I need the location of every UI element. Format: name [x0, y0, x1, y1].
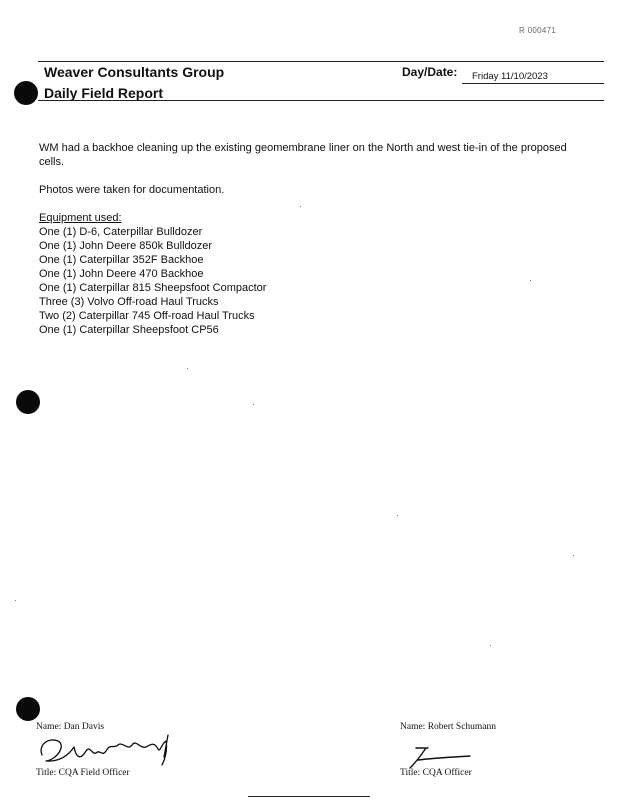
equipment-item: One (1) John Deere 470 Backhoe: [39, 268, 204, 280]
page-id: R 000471: [519, 26, 557, 35]
scan-speck: [573, 555, 574, 556]
scan-speck: [15, 600, 16, 601]
date-underline: [462, 83, 604, 84]
left-signer-title: Title: CQA Field Officer: [36, 768, 130, 778]
equipment-item: Three (3) Volvo Off-road Haul Trucks: [39, 296, 219, 308]
scan-speck: [490, 645, 491, 646]
company-name: Weaver Consultants Group: [44, 64, 225, 80]
header-top-rule: [38, 61, 604, 62]
report-title: Daily Field Report: [44, 85, 164, 101]
scan-speck: [187, 368, 188, 369]
date-label: Day/Date:: [402, 65, 458, 79]
equipment-item: One (1) Caterpillar 815 Sheepsfoot Compactor: [39, 282, 267, 294]
date-value: Friday 11/10/2023: [472, 71, 548, 82]
footer-rule: [248, 796, 370, 797]
equipment-item: One (1) John Deere 850k Bulldozer: [39, 240, 213, 252]
left-signature-scribble: [36, 731, 186, 767]
right-signature-scribble: [404, 742, 484, 770]
work-description: WM had a backhoe cleaning up the existing geomembrane liner on the North and west tie-in of the proposed cells.: [39, 142, 567, 168]
equipment-list: [39, 225, 266, 337]
scan-speck: [397, 515, 398, 516]
punch-hole-top: [14, 81, 38, 105]
punch-hole-bottom: [16, 697, 40, 721]
equipment-item: One (1) Caterpillar 352F Backhoe: [39, 254, 204, 266]
equipment-heading: Equipment used:: [39, 212, 122, 224]
equipment-section: [39, 211, 266, 337]
right-signer-name: Name: Robert Schumann: [400, 722, 497, 732]
photos-note: Photos were taken for documentation.: [39, 184, 225, 196]
equipment-item: Two (2) Caterpillar 745 Off-road Haul Trucks: [39, 310, 255, 322]
header-bottom-rule: [38, 100, 604, 101]
right-signer-title: Title: CQA Officer: [400, 768, 472, 778]
punch-hole-middle: [16, 390, 40, 414]
scan-speck: [300, 206, 301, 207]
scan-speck: [530, 280, 531, 281]
equipment-item: One (1) Caterpillar Sheepsfoot CP56: [39, 324, 219, 336]
scan-speck: [253, 404, 254, 405]
equipment-item: One (1) D-6, Caterpillar Bulldozer: [39, 226, 203, 238]
left-signer-name: Name: Dan Davis: [36, 722, 105, 732]
